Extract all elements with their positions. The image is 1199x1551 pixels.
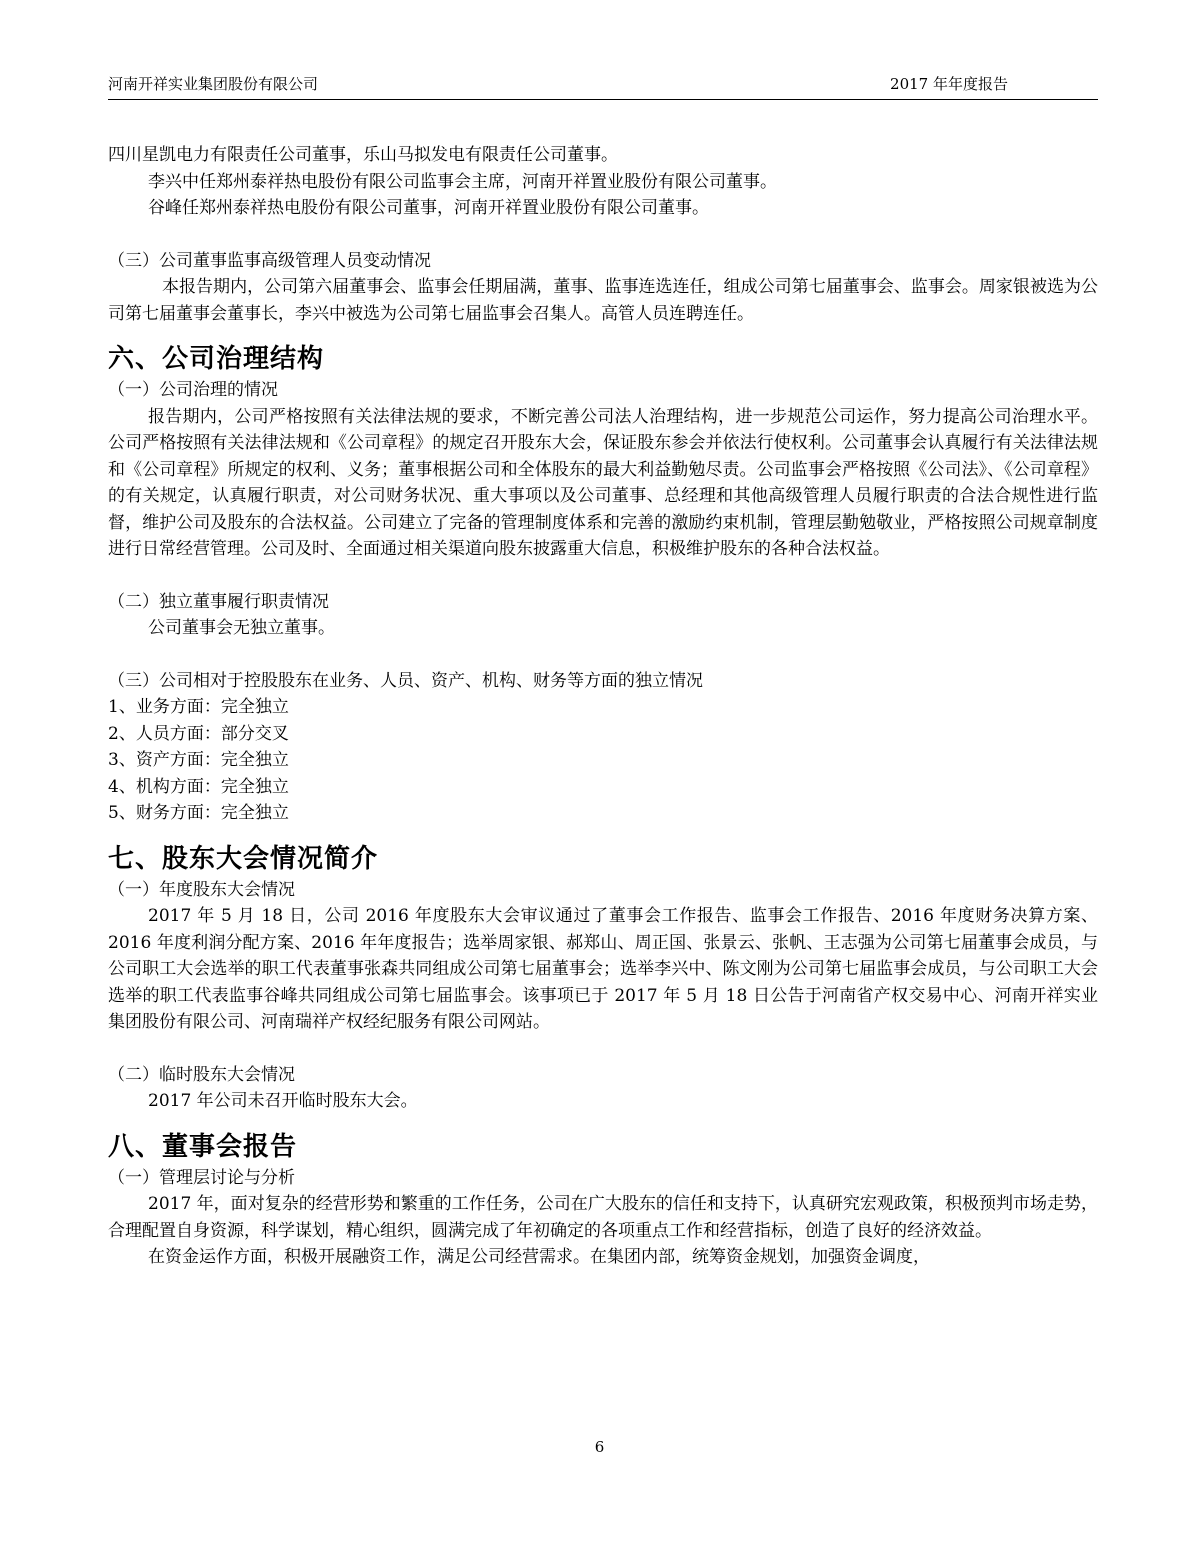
page-header xyxy=(108,71,1098,100)
list-item: 3、资产方面：完全独立 xyxy=(108,750,289,770)
paragraph: 本报告期内，公司第六届董事会、监事会任期届满，董事、监事连选连任，组成公司第七届董事会、监事会。周家银被选为公司第七届董事会董事长，李兴中被选为公司第七届监事会召集人。高管人员连聘连任。 xyxy=(108,277,1098,324)
header-report-title: 2017 年年度报告 xyxy=(890,75,1008,93)
page-content xyxy=(108,142,1098,1271)
subsection-title: （一）年度股东大会情况 xyxy=(108,879,295,900)
paragraph: 2017 年公司未召开临时股东大会。 xyxy=(148,1091,418,1111)
section-heading: 八、董事会报告 xyxy=(108,1131,298,1162)
page-number: 6 xyxy=(594,1438,605,1456)
paragraph: 四川星凯电力有限责任公司董事，乐山马拟发电有限责任公司董事。 xyxy=(108,145,618,165)
subsection-title: （三）公司相对于控股股东在业务、人员、资产、机构、财务等方面的独立情况 xyxy=(108,670,703,691)
list-item: 4、机构方面：完全独立 xyxy=(108,776,289,797)
subsection-title: （一）公司治理的情况 xyxy=(108,380,278,400)
paragraph: 公司董事会无独立董事。 xyxy=(148,618,335,638)
subsection-title: （二）独立董事履行职责情况 xyxy=(108,591,329,612)
subsection-title: （三）公司董事监事高级管理人员变动情况 xyxy=(108,250,431,271)
paragraph: 2017 年，面对复杂的经营形势和繁重的工作任务，公司在广大股东的信任和支持下，认真研究宏观政策，积极预判市场走势，合理配置自身资源，科学谋划，精心组织，圆满完成了年初确定的各项重点工作和经营指标，创造了良好的经济效益。 xyxy=(108,1194,1098,1241)
paragraph: 李兴中任郑州泰祥热电股份有限公司监事会主席，河南开祥置业股份有限公司董事。 xyxy=(148,171,777,192)
section-heading: 六、公司治理结构 xyxy=(108,344,325,374)
subsection-title: （二）临时股东大会情况 xyxy=(108,1064,295,1085)
section-heading: 七、股东大会情况简介 xyxy=(108,843,379,874)
list-item: 5、财务方面：完全独立 xyxy=(108,803,289,823)
list-item: 2、人员方面：部分交叉 xyxy=(108,723,289,744)
header-company-name: 河南开祥实业集团股份有限公司 xyxy=(108,75,319,93)
paragraph: 谷峰任郑州泰祥热电股份有限公司董事，河南开祥置业股份有限公司董事。 xyxy=(148,198,709,218)
list-item: 1、业务方面：完全独立 xyxy=(108,697,289,717)
paragraph: 在资金运作方面，积极开展融资工作，满足公司经营需求。在集团内部，统筹资金规划，加强资金调度， xyxy=(148,1247,930,1267)
subsection-title: （一）管理层讨论与分析 xyxy=(108,1167,295,1188)
paragraph: 报告期内，公司严格按照有关法律法规的要求，不断完善公司法人治理结构，进一步规范公司运作，努力提高公司治理水平。公司严格按照有关法律法规和《公司章程》的规定召开股东大会，保证股东参会并依法行使权利。公司董事会认真履行有关法律法规和《公司章程》所规定的权利、义务；董事根据公司和全体股东的最大利益勤勉尽责。公司监事会严格按照《公司法》、《公司章程》的有关规定，认真履行职责，对公司财务状况、重大事项以及公司董事、总经理和其他高级管理人员履行职责的合法合规性进行监督，维护公司及股东的合法权益。公司建立了完备的管理制度体系和完善的激励约束机制，管理层勤勉敬业，严格按照公司规章制度进行日常经营管理。公司及时、全面通过相关渠道向股东披露重大信息，积极维护股东的各种合法权益。 xyxy=(108,406,1098,559)
paragraph: 2017 年 5 月 18 日，公司 2016 年度股东大会审议通过了董事会工作报告、监事会工作报告、2016 年度财务决算方案、2016 年度利润分配方案、2016 年年度报告；选举周家银、郝郑山、周正国、张景云、张帆、王志强为公司第七届董事会成员，与公司职工大会选举的职工代表董事张森共同组成公司第七届董事会；选举李兴中、陈文刚为公司第七届监事会成员，与公司职工大会选举的职工代表监事谷峰共同组成公司第七届监事会。该事项已于 2017 年 5 月 18 日公告于河南省产权交易中心、河南开祥实业集团股份有限公司、河南瑞祥产权经纪服务有限公司网站。 xyxy=(108,906,1098,1032)
